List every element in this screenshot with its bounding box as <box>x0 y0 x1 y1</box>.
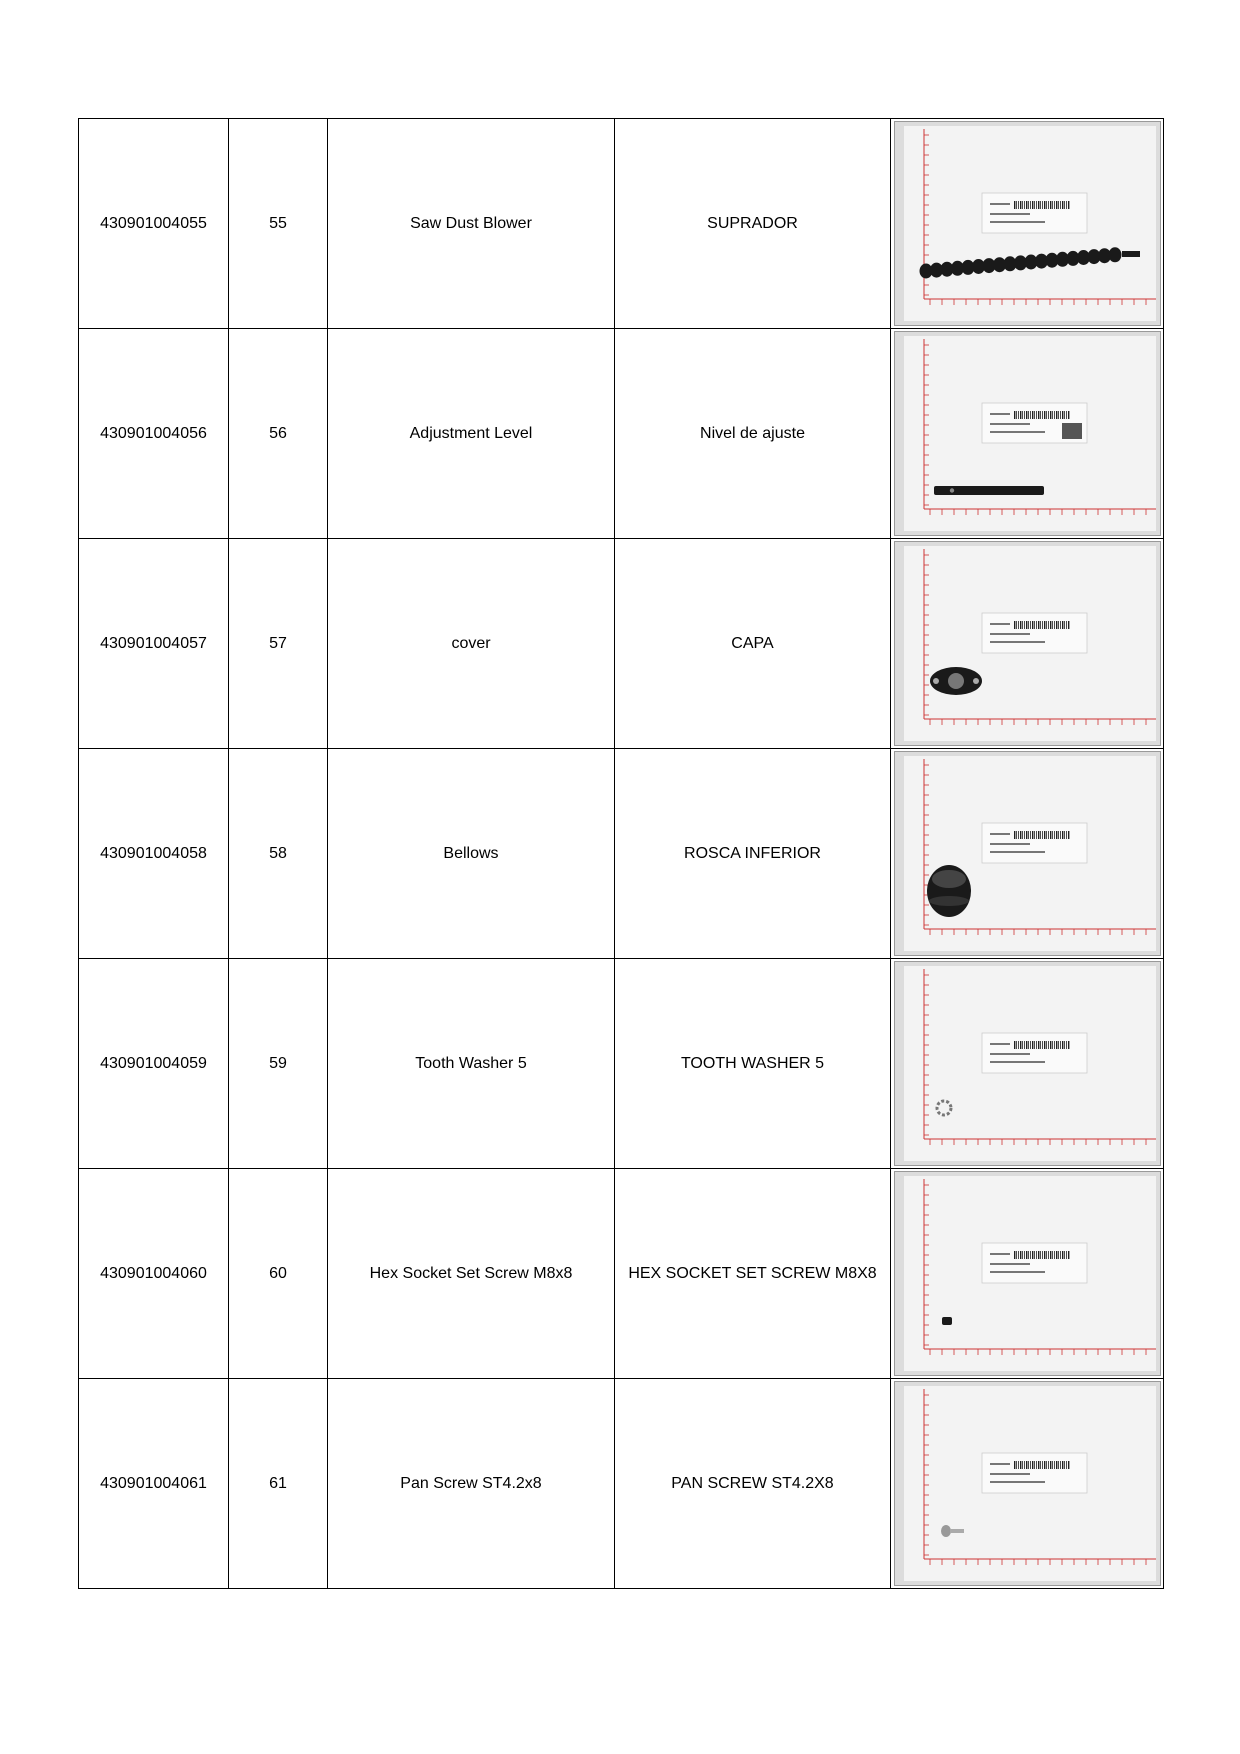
article-number-cell <box>79 329 229 539</box>
set-screw-icon <box>942 1317 952 1325</box>
flange-cover-icon <box>930 667 982 695</box>
position-cell <box>229 1379 328 1589</box>
bar-icon <box>934 486 1044 495</box>
english-name: Tooth Washer 5 <box>415 1054 527 1072</box>
english-name: Pan Screw ST4.2x8 <box>400 1474 542 1492</box>
english-name-cell <box>328 119 615 329</box>
spanish-name-cell <box>615 749 891 959</box>
position-number: 60 <box>269 1264 287 1282</box>
article-number-cell <box>79 119 229 329</box>
english-name: Adjustment Level <box>409 424 533 442</box>
position-number: 59 <box>269 1054 287 1072</box>
position-cell <box>229 1169 328 1379</box>
position-number: 61 <box>269 1474 287 1492</box>
article-number: 430901004060 <box>100 1264 207 1282</box>
table-row <box>79 539 1164 749</box>
article-number: 430901004058 <box>100 844 207 862</box>
article-number: 430901004055 <box>100 214 207 232</box>
part-photo <box>894 121 1161 326</box>
position-number: 57 <box>269 634 287 652</box>
bellows-icon <box>927 865 971 917</box>
spanish-name-cell <box>615 119 891 329</box>
barcode-label-icon <box>982 193 1087 233</box>
photo-cell <box>891 959 1164 1169</box>
part-photo <box>894 1171 1161 1376</box>
article-number: 430901004056 <box>100 424 207 442</box>
barcode-label-icon <box>982 823 1087 863</box>
spanish-name-cell <box>615 329 891 539</box>
english-name: Hex Socket Set Screw M8x8 <box>369 1264 573 1282</box>
position-number: 58 <box>269 844 287 862</box>
table-row <box>79 119 1164 329</box>
article-number-cell <box>79 959 229 1169</box>
part-photo <box>894 1381 1161 1586</box>
article-number-cell <box>79 539 229 749</box>
english-name-cell <box>328 1169 615 1379</box>
photo-cell <box>891 119 1164 329</box>
spanish-name: PAN SCREW ST4.2X8 <box>671 1474 834 1492</box>
english-name-cell <box>328 539 615 749</box>
photo-cell <box>891 329 1164 539</box>
part-photo <box>894 751 1161 956</box>
article-number-cell <box>79 1379 229 1589</box>
spanish-name: TOOTH WASHER 5 <box>680 1054 825 1072</box>
english-name-cell <box>328 959 615 1169</box>
part-photo <box>894 331 1161 536</box>
barcode-label-isc-icon <box>982 403 1087 443</box>
spanish-name-cell <box>615 1379 891 1589</box>
english-name-cell <box>328 329 615 539</box>
position-cell <box>229 749 328 959</box>
table-row <box>79 749 1164 959</box>
table-row <box>79 959 1164 1169</box>
english-name: cover <box>451 634 491 652</box>
photo-cell <box>891 749 1164 959</box>
barcode-label-icon <box>982 1033 1087 1073</box>
position-cell <box>229 539 328 749</box>
position-number: 55 <box>269 214 287 232</box>
spanish-name: CAPA <box>731 634 774 652</box>
photo-cell <box>891 1379 1164 1589</box>
barcode-label-icon <box>982 613 1087 653</box>
spanish-name: HEX SOCKET SET SCREW M8X8 <box>628 1264 877 1282</box>
part-photo <box>894 541 1161 746</box>
photo-cell <box>891 1169 1164 1379</box>
parts-table <box>78 118 1164 1589</box>
english-name-cell <box>328 1379 615 1589</box>
article-number: 430901004061 <box>100 1474 207 1492</box>
table-row <box>79 329 1164 539</box>
position-cell <box>229 959 328 1169</box>
article-number: 430901004057 <box>100 634 207 652</box>
spanish-name: SUPRADOR <box>707 214 798 232</box>
photo-cell <box>891 539 1164 749</box>
table-row <box>79 1169 1164 1379</box>
position-cell <box>229 119 328 329</box>
part-photo <box>894 961 1161 1166</box>
spanish-name: Nivel de ajuste <box>700 424 805 442</box>
table-row <box>79 1379 1164 1589</box>
barcode-label-icon <box>982 1243 1087 1283</box>
spanish-name-cell <box>615 539 891 749</box>
article-number: 430901004059 <box>100 1054 207 1072</box>
article-number-cell <box>79 749 229 959</box>
barcode-label-icon <box>982 1453 1087 1493</box>
position-number: 56 <box>269 424 287 442</box>
english-name: Bellows <box>443 844 499 862</box>
spanish-name-cell <box>615 1169 891 1379</box>
article-number-cell <box>79 1169 229 1379</box>
spanish-name: ROSCA INFERIOR <box>684 844 821 862</box>
spanish-name-cell <box>615 959 891 1169</box>
english-name: Saw Dust Blower <box>410 214 532 232</box>
english-name-cell <box>328 749 615 959</box>
position-cell <box>229 329 328 539</box>
